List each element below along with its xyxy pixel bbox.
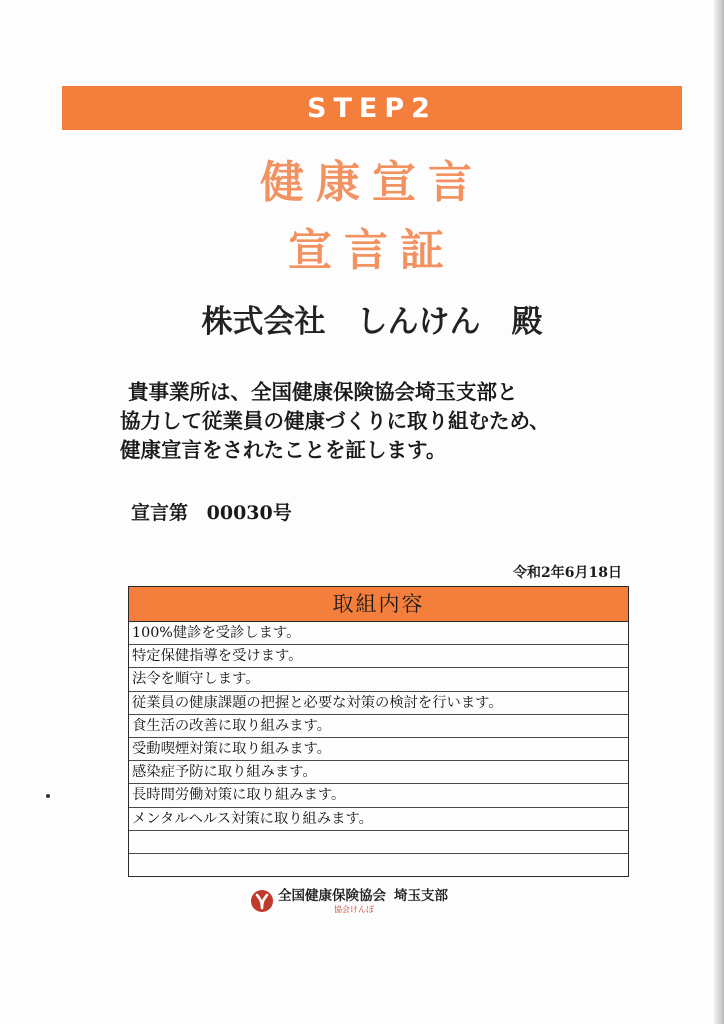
scan-edge-shadow	[714, 0, 724, 1024]
body-line-1: 貴事業所は、全国健康保険協会埼玉支部と	[128, 380, 518, 404]
certificate-body	[120, 378, 640, 465]
activity-row: 食生活の改善に取り組みます。	[129, 715, 628, 738]
activity-row: 感染症予防に取り組みます。	[129, 761, 628, 784]
issue-date: 令和2年6月18日	[513, 565, 622, 581]
company-name: 株式会社 しんけん 殿	[201, 304, 543, 340]
title-health-declaration: 健康宣言	[260, 157, 484, 208]
activity-row: 特定保健指導を受けます。	[129, 645, 628, 668]
activity-row	[129, 854, 628, 876]
activity-row: 長時間労働対策に取り組みます。	[129, 784, 628, 807]
footer-organization	[250, 888, 448, 915]
title-declaration-certificate: 宣言証	[288, 225, 456, 276]
kyokai-kenpo-logo-icon	[250, 889, 274, 913]
activity-row: メンタルヘルス対策に取り組みます。	[129, 808, 628, 831]
body-line-2: 協力して従業員の健康づくりに取り組むため、	[120, 409, 550, 433]
declaration-number-line	[131, 498, 292, 525]
body-line-3: 健康宣言をされたことを証します。	[120, 438, 447, 462]
org-name: 全国健康保険協会	[278, 888, 386, 904]
activity-row: 受動喫煙対策に取り組みます。	[129, 738, 628, 761]
activity-row	[129, 831, 628, 854]
declaration-number: 00030号	[206, 502, 292, 524]
activity-row: 100%健診を受診します。	[129, 622, 628, 645]
step-banner: STEP2	[62, 86, 682, 130]
activity-row: 法令を順守します。	[129, 668, 628, 691]
org-name-line	[278, 888, 448, 904]
activity-row: 従業員の健康課題の把握と必要な対策の検討を行います。	[129, 692, 628, 715]
org-sub-label: 協会けんぽ	[334, 905, 374, 914]
activities-table	[128, 586, 629, 877]
activities-header: 取組内容	[129, 587, 628, 622]
footer-text	[278, 888, 448, 915]
scan-speck	[46, 794, 50, 798]
declaration-label: 宣言第	[131, 502, 189, 524]
org-branch: 埼玉支部	[394, 888, 448, 904]
